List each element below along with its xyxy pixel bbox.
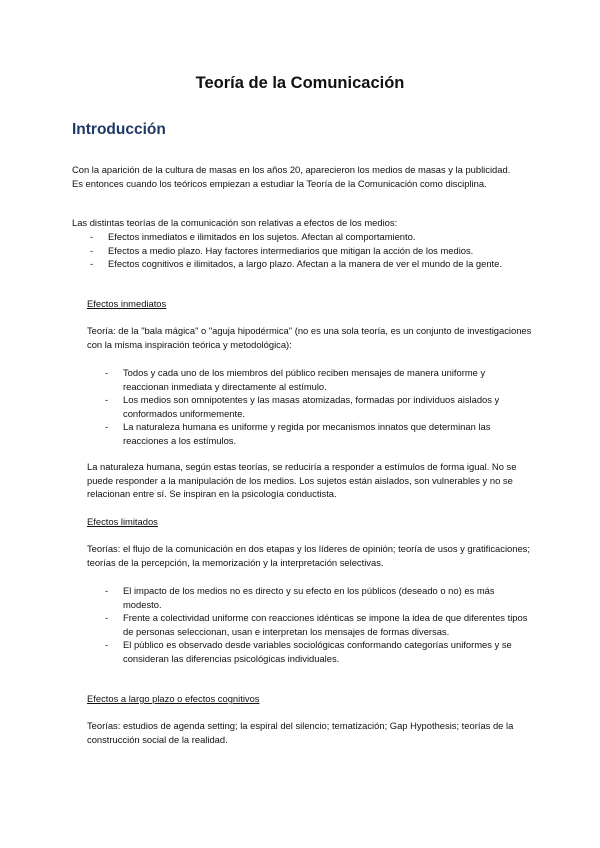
bullet-marker: -	[105, 612, 109, 623]
list-item: - El público es observado desde variables sociológicas conformando categorías uniformes y se consideran las diferencias psicológicas individuales.	[105, 639, 512, 664]
section2-paragraph: Teorías: el flujo de la comunicación en dos etapas y los líderes de opinión; teoría de usos y gratificaciones; teorías de la percepción, la memorización y la interpretación selectivas.	[87, 543, 530, 568]
list-item: - Los medios son omnipotentes y las masas atomizadas, formadas por individuos aislados y conformados uniformemente.	[105, 394, 500, 419]
section-heading-introduccion: Introducción	[72, 121, 166, 138]
subheading-efectos-inmediatos: Efectos inmediatos	[87, 298, 167, 309]
section1-list	[105, 366, 530, 447]
bullet-marker: -	[105, 367, 109, 378]
bullet-marker: -	[105, 394, 109, 405]
theories-list	[90, 230, 510, 271]
document-title: Teoría de la Comunicación	[195, 74, 405, 92]
section2-list	[105, 584, 530, 665]
list-item: - Frente a colectividad uniforme con reacciones idénticas se impone la idea de que diferentes tipos de personas seleccionan, usan e interpretan los mensajes de formas diversas.	[105, 612, 528, 637]
bullet-marker: -	[105, 639, 109, 650]
bullet-marker: -	[90, 231, 94, 242]
bullet-marker: -	[90, 258, 94, 269]
intro-paragraph: Con la aparición de la cultura de masas en los años 20, aparecieron los medios de masas y la publicidad. Es entonces cuando los teóricos empiezan a estudiar la Teoría de la Comunicación como disciplina.	[72, 164, 511, 189]
list-item: - Todos y cada uno de los miembros del público reciben mensajes de manera uniforme y reaccionan inmediata y directamente al estímulo.	[105, 367, 486, 392]
list-item: - Efectos cognitivos e ilimitados, a largo plazo. Afectan a la manera de ver el mundo de la gente.	[90, 258, 502, 269]
section3-paragraph: Teorías: estudios de agenda setting; la espiral del silencio; tematización; Gap Hypothesis; teorías de la construcción social de la realidad.	[87, 720, 514, 745]
bullet-marker: -	[90, 244, 94, 256]
list-item: - Efectos a medio plazo. Hay factores intermediarios que mitigan la acción de los medios.	[90, 244, 474, 256]
list-item: - Efectos inmediatos e ilimitados en los sujetos. Afectan al comportamiento.	[90, 231, 416, 242]
bullet-marker: -	[105, 421, 109, 432]
subheading-efectos-largo-plazo: Efectos a largo plazo o efectos cognitivos	[87, 693, 260, 704]
subheading-efectos-limitados: Efectos limitados	[87, 516, 158, 527]
theories-paragraph: Las distintas teorías de la comunicación son relativas a efectos de los medios:	[72, 217, 398, 228]
list-item: - La naturaleza humana es uniforme y regida por mecanismos innatos que determinan las reacciones a los estímulos.	[105, 421, 491, 446]
section1-paragraph: Teoría: de la "bala mágica" o "aguja hipodérmica" (no es una sola teoría, es un conjunto de investigaciones con la misma inspiración teórica y metodológica):	[87, 325, 532, 350]
list-item: - El impacto de los medios no es directo y su efecto en los públicos (deseado o no) es más modesto.	[105, 585, 495, 610]
section1-closing: La naturaleza humana, según estas teorías, se reduciría a responder a estímulos de forma igual. No se puede responder a la manipulación de los medios. Los sujetos están aislados, son vulnerables y no se relacionan entre sí. Se inspiran en la psicología conductista.	[87, 461, 517, 499]
bullet-marker: -	[105, 585, 109, 596]
